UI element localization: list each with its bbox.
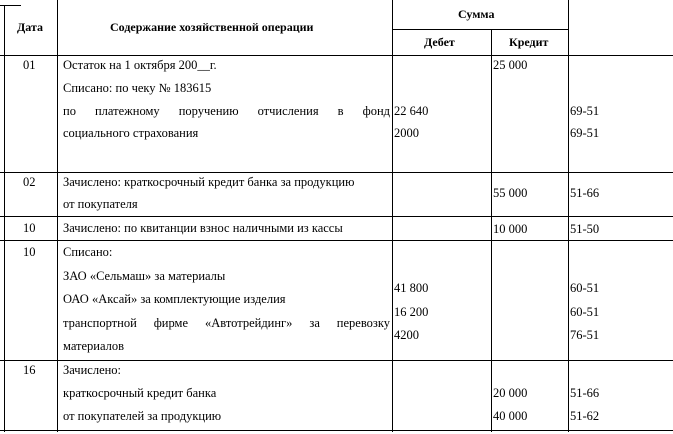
row-text-line: Остаток на 1 октября 200__г.: [63, 58, 217, 72]
row-account: 60-51: [570, 305, 600, 319]
table-rule: [0, 430, 673, 431]
table-rule: [568, 0, 569, 432]
row-text-line: материалов: [63, 339, 125, 353]
row-account: 51-50: [570, 222, 600, 236]
row-credit: 55 000: [493, 186, 528, 200]
row-text-line: Зачислено: по квитанции взнос наличными из кассы: [63, 221, 343, 235]
table-rule: [4, 5, 5, 432]
row-text-line: от покупателя: [63, 197, 138, 211]
row-date: 02: [23, 175, 36, 189]
row-text-line: Зачислено: краткосрочный кредит банка за продукцию: [63, 175, 355, 189]
row-text-line: Зачислено:: [63, 363, 122, 377]
row-text-line: от покупателей за продукцию: [63, 409, 222, 423]
header-sum: Сумма: [458, 7, 495, 21]
table-rule: [57, 0, 58, 432]
header-content: Содержание хозяйственной операции: [110, 20, 314, 34]
row-debit: 41 800: [394, 281, 429, 295]
table-rule: [392, 0, 393, 432]
row-debit: 22 640: [394, 104, 429, 118]
row-debit: 2000: [394, 126, 419, 140]
row-date: 16: [23, 363, 36, 377]
row-date: 10: [23, 221, 36, 235]
row-account: 69-51: [570, 104, 600, 118]
row-credit: 25 000: [493, 58, 528, 72]
header-debit: Дебет: [424, 35, 455, 49]
table-rule: [0, 216, 673, 217]
table-rule: [0, 240, 673, 241]
row-text-line: ЗАО «Сельмаш» за материалы: [63, 269, 226, 283]
table-rule: [491, 29, 492, 432]
table-rule: [392, 29, 568, 30]
row-credit: 40 000: [493, 409, 528, 423]
header-date: Дата: [17, 20, 43, 34]
row-account: 76-51: [570, 328, 600, 342]
row-date: 01: [23, 58, 36, 72]
row-account: 69-51: [570, 126, 600, 140]
row-account: 51-66: [570, 386, 600, 400]
table-rule: [0, 172, 673, 173]
row-account: 51-66: [570, 186, 600, 200]
table-rule: [0, 360, 673, 361]
row-credit: 20 000: [493, 386, 528, 400]
row-text-line: Списано:: [63, 245, 113, 259]
row-text-line: транспортной фирме «Автотрейдинг» за перевозку: [63, 316, 390, 330]
row-account: 51-62: [570, 409, 600, 423]
row-text-line: Списано: по чеку № 183615: [63, 81, 212, 95]
row-debit: 4200: [394, 328, 419, 342]
row-account: 60-51: [570, 281, 600, 295]
row-debit: 16 200: [394, 305, 429, 319]
row-text-line: по платежному поручению отчисления в фонд: [63, 104, 390, 118]
row-text-line: ОАО «Аксай» за комплектующие изделия: [63, 292, 286, 306]
header-credit: Кредит: [509, 35, 549, 49]
row-credit: 10 000: [493, 222, 528, 236]
row-date: 10: [23, 245, 36, 259]
table-rule: [0, 55, 673, 56]
row-text-line: краткосрочный кредит банка: [63, 386, 217, 400]
row-text-line: социального страхования: [63, 126, 199, 140]
